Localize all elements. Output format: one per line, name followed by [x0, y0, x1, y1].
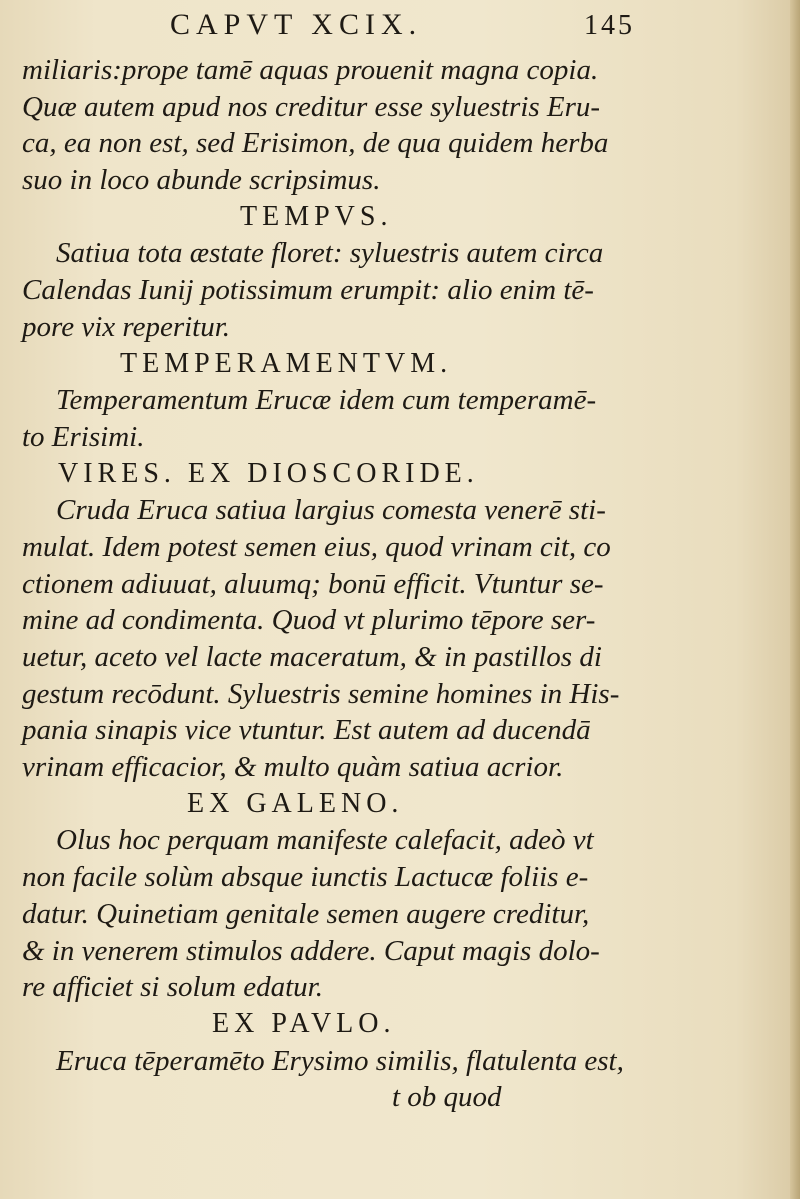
- page-number: 145: [584, 10, 635, 41]
- text-line: vrinam efficacior, & multo quàm satiua acrior.: [22, 751, 564, 784]
- text-line: non facile solùm absque iunctis Lactucæ foliis e-: [22, 861, 589, 894]
- text-line: ca, ea non est, sed Erisimon, de qua quidem herba: [22, 127, 609, 160]
- text-line: gestum recōdunt. Syluestris semine homines in His-: [22, 677, 620, 710]
- text-line: mine ad condimenta. Quod vt plurimo tēpore ser-: [22, 604, 596, 637]
- section-heading-tempus: TEMPVS.: [240, 200, 393, 232]
- text-line: uetur, aceto vel lacte maceratum, & in pastillos di: [22, 641, 602, 673]
- body-text: [22, 52, 772, 1116]
- page-header: [0, 8, 800, 48]
- text-line: pore vix reperitur.: [22, 310, 231, 343]
- section-heading-paulo: EX PAVLO.: [212, 1007, 396, 1039]
- text-line: Calendas Iunij potissimum erumpit: alio enim tē-: [22, 274, 594, 307]
- text-line: mulat. Idem potest semen eius, quod vrinam cit, co: [22, 530, 611, 563]
- text-line: Satiua tota æstate floret: syluestris autem circa: [56, 237, 604, 270]
- section-heading-temperamentum: TEMPERAMENTVM.: [120, 347, 453, 379]
- text-line: Temperamentum Erucæ idem cum temperamē-: [56, 384, 597, 417]
- text-line: suo in loco abunde scripsimus.: [22, 164, 381, 197]
- text-line: ctionem adiuuat, aluumq; bonū efficit. Vtuntur se-: [22, 567, 604, 600]
- text-line: Quæ autem apud nos creditur esse syluestris Eru-: [22, 90, 601, 123]
- section-heading-galeno: EX GALENO.: [187, 787, 404, 819]
- text-line: datur. Quinetiam genitale semen augere creditur,: [22, 897, 590, 930]
- running-head: CAPVT XCIX.: [170, 8, 423, 41]
- text-line: Olus hoc perquam manifeste calefacit, adeò vt: [56, 824, 594, 857]
- text-line: to Erisimi.: [22, 420, 145, 453]
- text-line: pania sinapis vice vtuntur. Est autem ad ducendā: [22, 714, 591, 747]
- text-line: re afficiet si solum edatur.: [22, 971, 323, 1004]
- text-line: miliaris:prope tamē aquas prouenit magna copia.: [22, 54, 599, 86]
- page-edge: [790, 0, 800, 1199]
- text-line: & in venerem stimulos addere. Caput magis dolo-: [22, 934, 600, 967]
- text-line: Cruda Eruca satiua largius comesta venerē sti-: [56, 494, 606, 527]
- catchword-line: t ob quod: [392, 1081, 502, 1114]
- text-line: Eruca tēperamēto Erysimo similis, flatulenta est,: [56, 1044, 624, 1077]
- section-heading-vires: VIRES. EX DIOSCORIDE.: [58, 457, 479, 489]
